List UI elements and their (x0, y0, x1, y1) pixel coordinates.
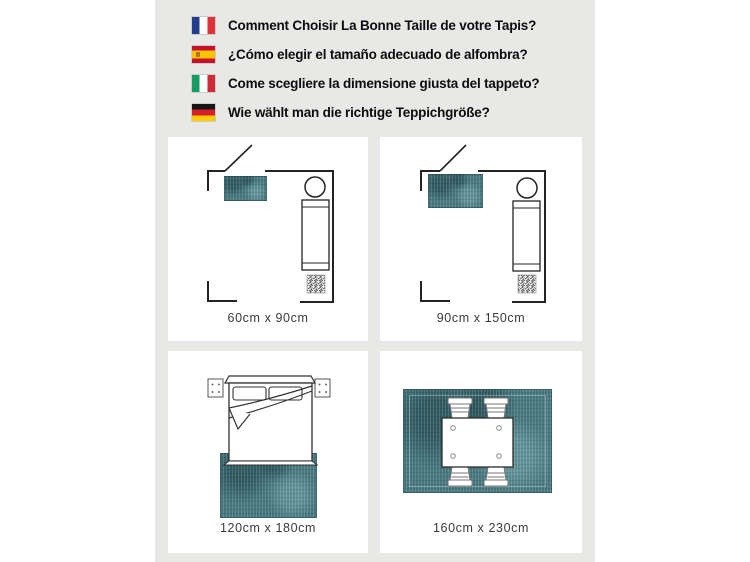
size-label-120x180: 120cm x 180cm (219, 521, 317, 535)
headboard (225, 376, 315, 383)
size-label-60x90: 60cm x 90cm (227, 311, 309, 325)
panel-rug-60x90 (168, 137, 368, 341)
chair-icon (448, 398, 472, 418)
header-title-spanish: ¿Cómo elegir el tamaño adecuado de alfombra? (228, 46, 528, 62)
header-title-german: Wie wählt man die richtige Teppichgröße? (228, 104, 490, 120)
size-label-90x150: 90cm x 150cm (436, 311, 526, 325)
header-row-italian (192, 74, 539, 92)
chair-icon (484, 467, 508, 486)
size-label-160x230: 160cm x 230cm (432, 521, 530, 535)
italy-flag-icon (192, 75, 215, 92)
france-flag-icon (192, 17, 215, 34)
pillow-left (233, 387, 266, 400)
table-leg (497, 454, 502, 459)
side-table-icon (517, 178, 537, 198)
plant-icon (518, 275, 536, 293)
table-leg (451, 454, 456, 459)
door-swing-line (225, 145, 252, 171)
chair-icon (448, 467, 472, 486)
header (192, 16, 539, 132)
panel-rug-90x150 (380, 137, 582, 341)
side-table-icon (305, 177, 325, 197)
bed-icon (224, 376, 317, 465)
panel-rug-160x230 (380, 351, 582, 553)
header-row-french (192, 16, 539, 34)
nightstand-right-icon (315, 379, 330, 397)
germany-flag-icon (192, 104, 215, 121)
header-row-german (192, 103, 539, 121)
spain-flag-icon (192, 46, 215, 63)
dining-table-icon (442, 418, 513, 467)
table-leg (497, 426, 502, 431)
nightstand-left-icon (208, 379, 223, 397)
footboard (224, 461, 317, 465)
door-swing-line (440, 145, 466, 171)
header-title-italian: Come scegliere la dimensione giusta del tappeto? (228, 75, 540, 91)
header-row-spanish (192, 45, 539, 63)
bed-icon (302, 200, 329, 270)
header-title-french: Comment Choisir La Bonne Taille de votre Tapis? (228, 17, 537, 33)
chair-icon (484, 398, 508, 418)
plant-icon (307, 275, 325, 293)
panel-rug-120x180 (168, 351, 368, 553)
bed-icon (513, 201, 540, 271)
table-leg (451, 426, 456, 431)
